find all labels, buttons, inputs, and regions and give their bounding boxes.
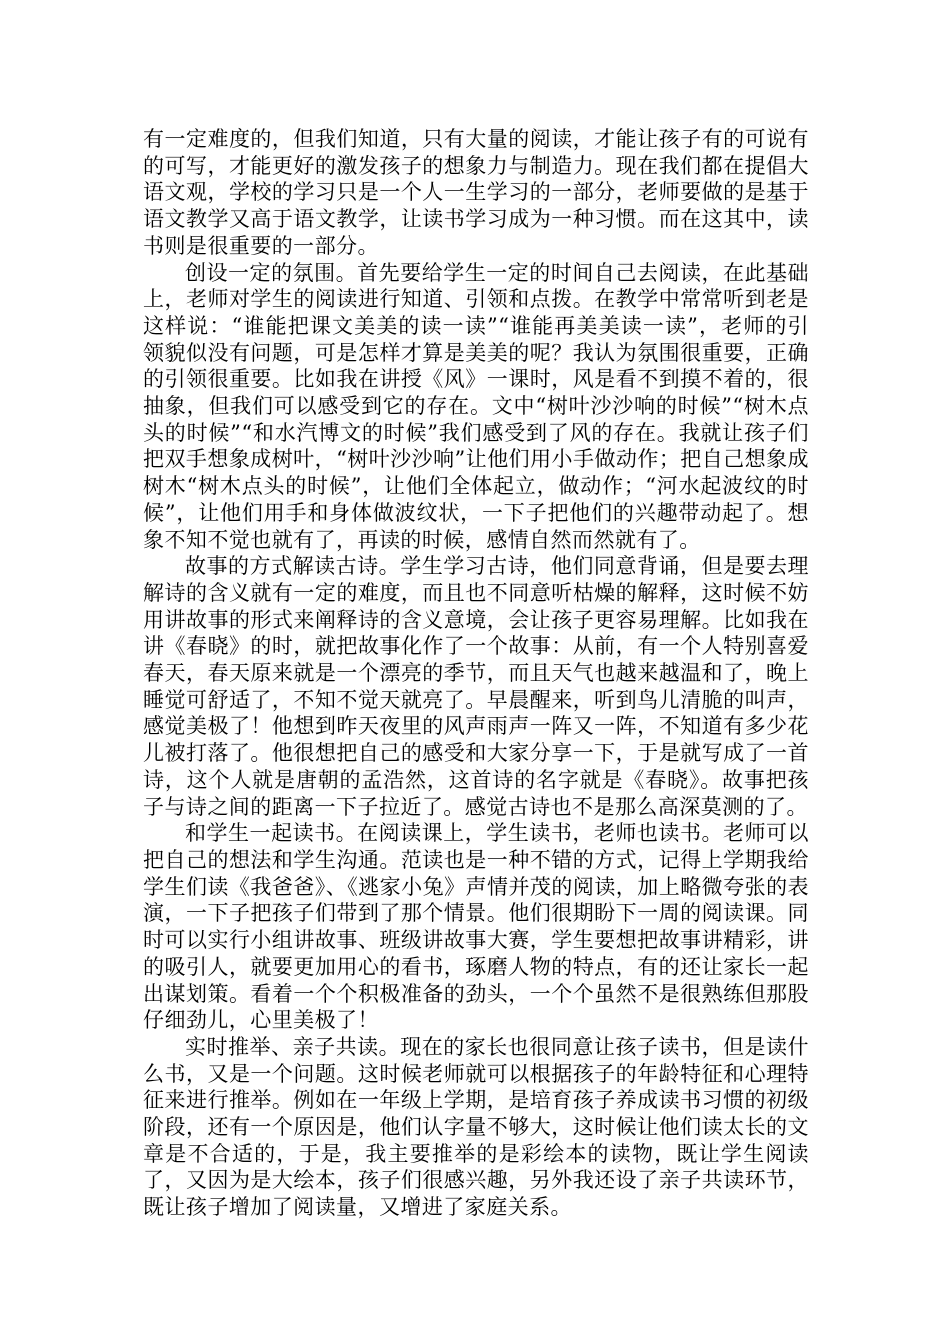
document-body: [143, 126, 809, 1221]
paragraph-parent-child-reading: 实时推举、亲子共读。现在的家长也很同意让孩子读书，但是读什么书，又是一个问题。这时候老师就可以根据孩子的年龄特征和心理特征来进行推举。例如在一年级上学期，是培育孩子养成读书习惯的初级阶段，还有一个原因是，他们认字量不够大，这时候让他们读太长的文章是不合适的，于是，我主要推举的是彩绘本的读物，既让学生阅读了，又因为是大绘本，孩子们很感兴趣，另外我还设了亲子共读环节，既让孩子增加了阅读量，又增进了家庭关系。: [143, 1034, 809, 1220]
paragraph-atmosphere: 创设一定的氛围。首先要给学生一定的时间自己去阅读，在此基础上，老师对学生的阅读进行知道、引领和点拨。在教学中常常听到老是这样说：“谁能把课文美美的读一读”“谁能再美美读一读”，老师的引领貌似没有问题，可是怎样才算是美美的呢？我认为氛围很重要，正确的引领很重要。比如我在讲授《风》一课时，风是看不到摸不着的，很抽象，但我们可以感受到它的存在。文中“树叶沙沙响的时候”“树木点头的时候”“和水汽博文的时候”我们感受到了风的存在。我就让孩子们把双手想象成树叶，“树叶沙沙响”让他们用小手做动作；把自己想象成树木“树木点头的时候”，让他们全体起立，做动作；“河水起波纹的时候”，让他们用手和身体做波纹状，一下子把他们的兴趣带动起了。想象不知不觉也就有了，再读的时候，感情自然而然就有了。: [143, 260, 809, 552]
paragraph-story-poetry: 故事的方式解读古诗。学生学习古诗，他们同意背诵，但是要去理解诗的含义就有一定的难度，而且也不同意听枯燥的解释，这时候不妨用讲故事的形式来阐释诗的含义意境，会让孩子更容易理解。比如我在讲《春晓》的时，就把故事化作了一个故事：从前，有一个人特别喜爱春天，春天原来就是一个漂亮的季节，而且天气也越来越温和了，晚上睡觉可舒适了，不知不觉天就亮了。早晨醒来，听到鸟儿清脆的叫声，感觉美极了！他想到昨天夜里的风声雨声一阵又一阵，不知道有多少花儿被打落了。他很想把自己的感受和大家分享一下，于是就写成了一首诗，这个人就是唐朝的孟浩然，这首诗的名字就是《春晓》。故事把孩子与诗之间的距离一下子拉近了。感觉古诗也不是那么高深莫测的了。: [143, 554, 809, 819]
paragraph-continued: 有一定难度的，但我们知道，只有大量的阅读，才能让孩子有的可说有的可写，才能更好的激发孩子的想象力与制造力。现在我们都在提倡大语文观，学校的学习只是一个人一生学习的一部分，老师要做的是基于语文教学又高于语文教学，让读书学习成为一种习惯。而在这其中，读书则是很重要的一部分。: [143, 127, 809, 258]
paragraph-read-together: 和学生一起读书。在阅读课上，学生读书，老师也读书。老师可以把自己的想法和学生沟通。范读也是一种不错的方式，记得上学期我给学生们读《我爸爸》、《逃家小兔》声情并茂的阅读，加上略微夸张的表演，一下子把孩子们带到了那个情景。他们很期盼下一周的阅读课。同时可以实行小组讲故事、班级讲故事大赛，学生要想把故事讲精彩，讲的吸引人，就要更加用心的看书，琢磨人物的特点，有的还让家长一起出谋划策。看着一个个积极准备的劲头，一个个虽然不是很熟练但那股仔细劲儿，心里美极了！: [143, 821, 809, 1033]
